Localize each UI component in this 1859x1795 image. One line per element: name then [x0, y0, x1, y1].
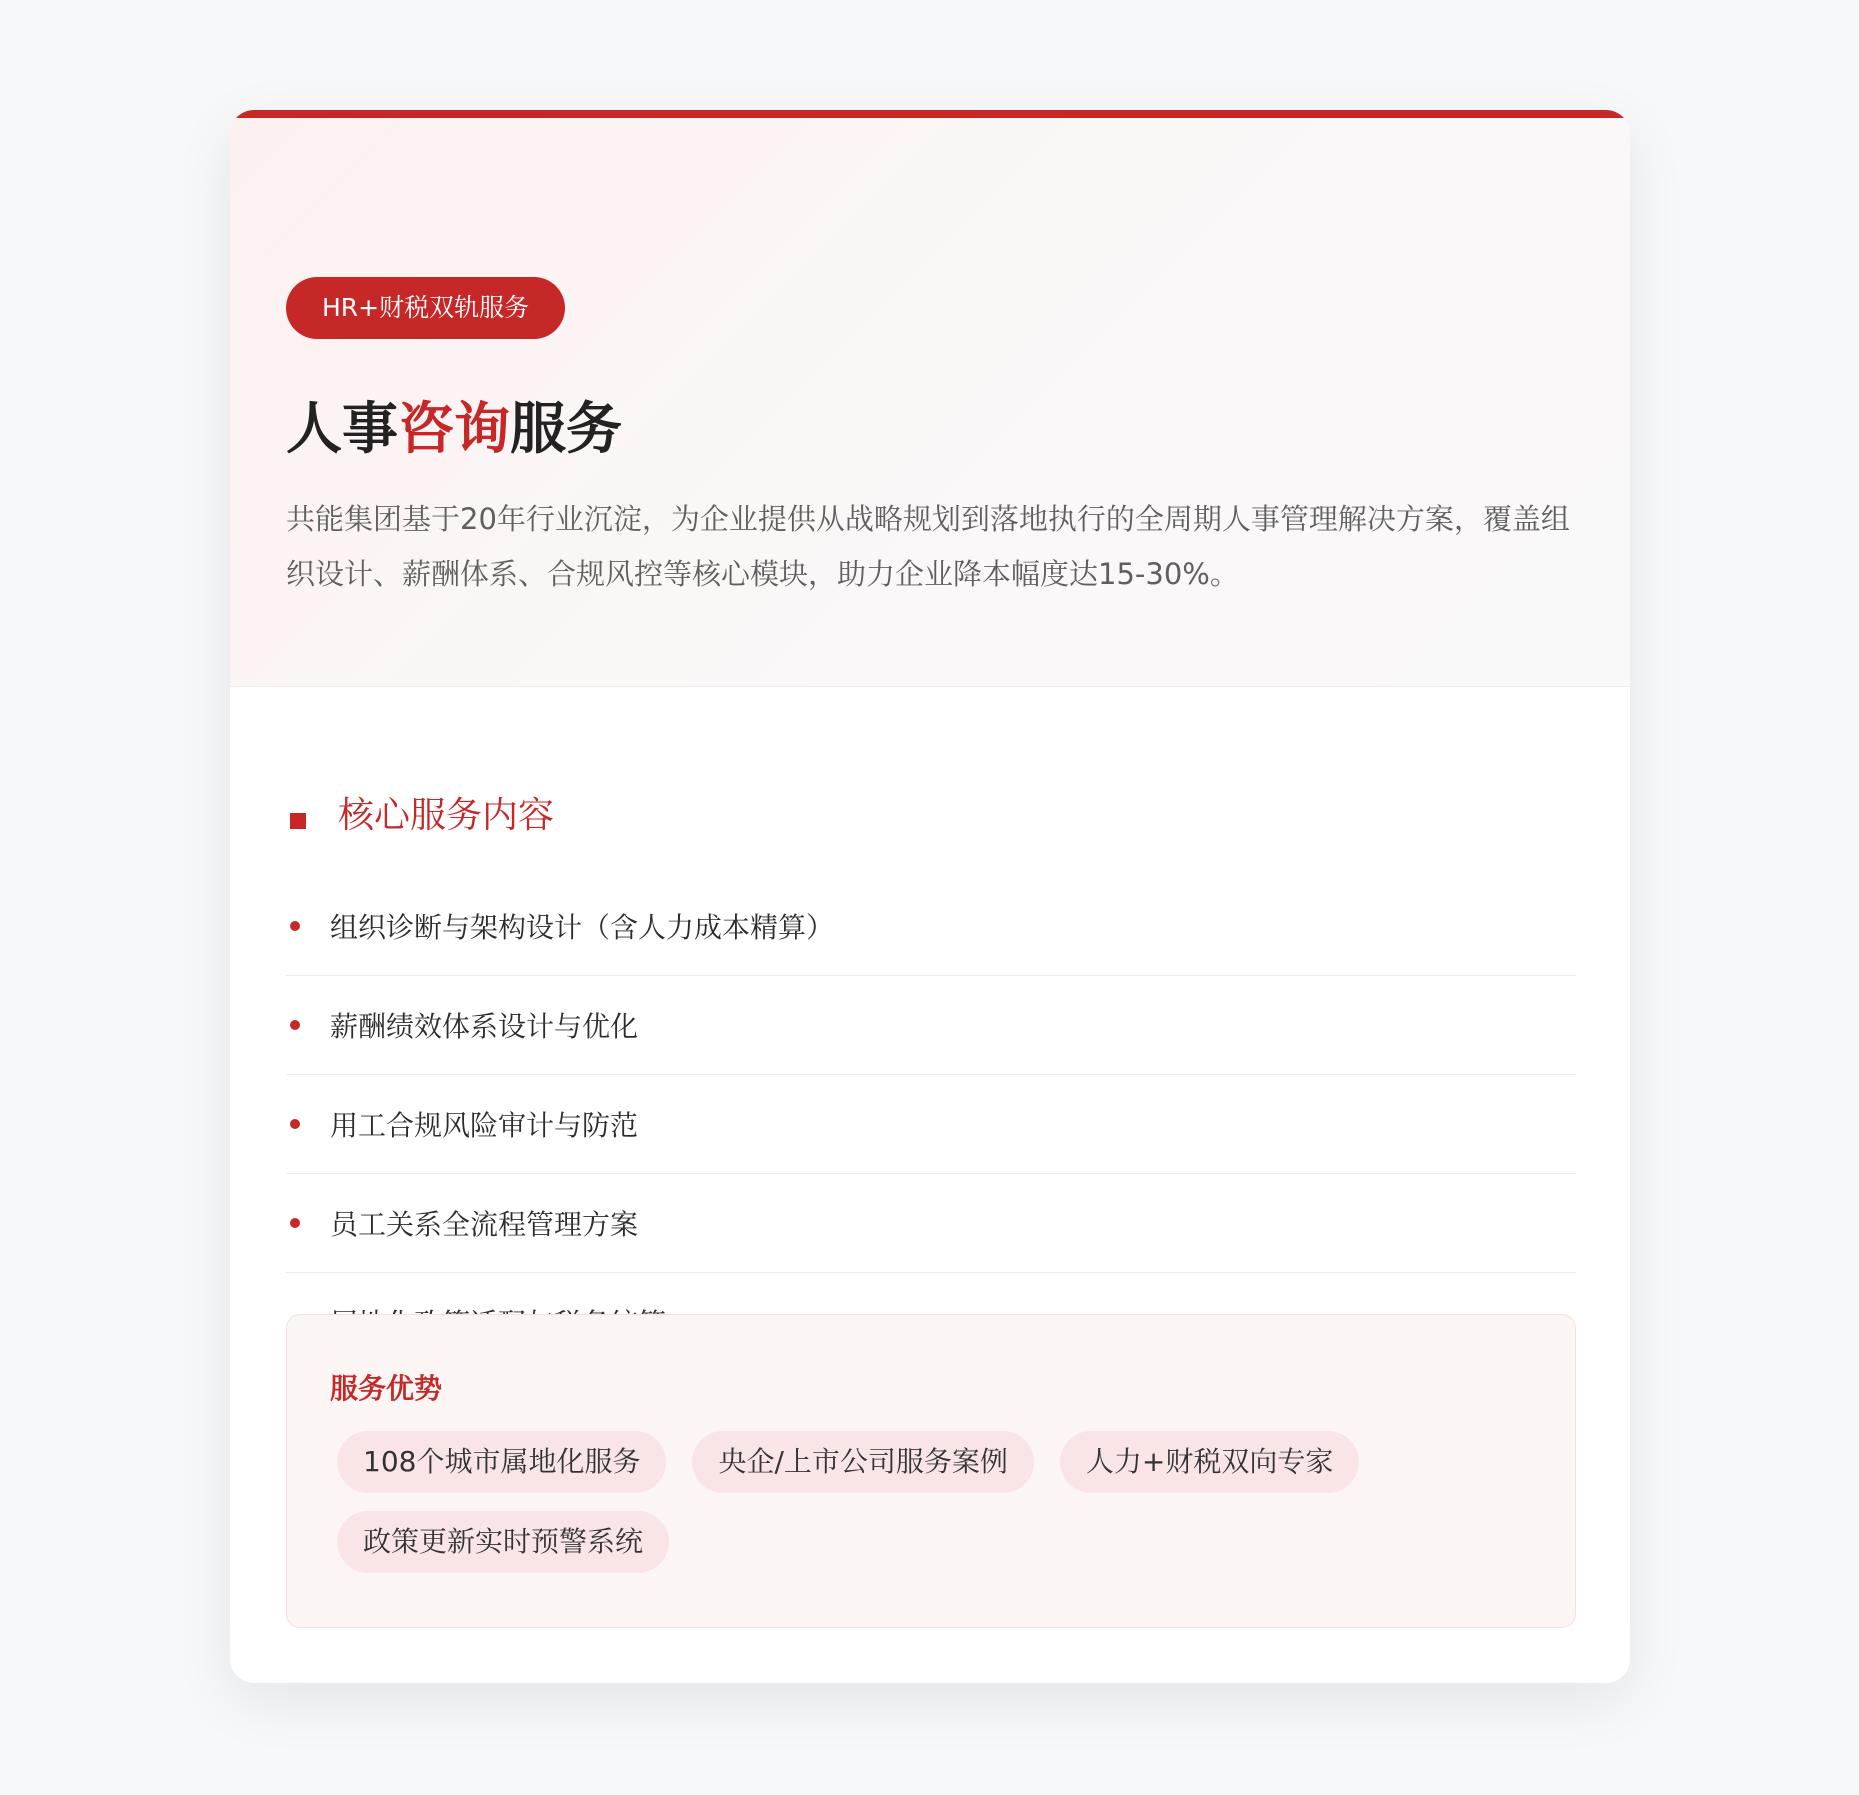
list-item-label: 员工关系全流程管理方案 [330, 1208, 639, 1241]
advantages-tags [337, 1431, 1537, 1591]
advantage-tag: 108个城市属地化服务 [337, 1431, 666, 1493]
core-services-list [286, 877, 1576, 1371]
title-suffix: 服务 [510, 397, 622, 462]
list-item-label: 薪酬绩效体系设计与优化 [330, 1010, 639, 1043]
list-item [286, 1174, 1576, 1273]
advantage-tag: 央企/上市公司服务案例 [692, 1431, 1033, 1493]
advantages-title: 服务优势 [330, 1372, 443, 1405]
square-bullet-icon [290, 813, 306, 829]
service-card [230, 110, 1630, 1683]
dot-bullet-icon [290, 921, 300, 931]
page-title [286, 390, 622, 470]
dot-bullet-icon [290, 1020, 300, 1030]
core-services-title: 核心服务内容 [338, 794, 555, 836]
dot-bullet-icon [290, 1218, 300, 1228]
list-item [286, 976, 1576, 1075]
title-prefix: 人事 [286, 397, 398, 462]
list-item [286, 1075, 1576, 1174]
dot-bullet-icon [290, 1119, 300, 1129]
advantage-tag: 人力+财税双向专家 [1060, 1431, 1359, 1493]
title-accent: 咨询 [398, 397, 510, 462]
list-item-label: 用工合规风险审计与防范 [330, 1109, 639, 1142]
intro-text: 共能集团基于20年行业沉淀，为企业提供从战略规划到落地执行的全周期人事管理解决方案，覆盖组织设计、薪酬体系、合规风控等核心模块，助力企业降本幅度达15-30%。 [286, 502, 1570, 591]
core-services-heading [286, 782, 554, 842]
service-badge: HR+财税双轨服务 [286, 277, 565, 339]
card-accent-bar [230, 110, 1630, 118]
advantages-panel [286, 1314, 1576, 1628]
advantage-tag: 政策更新实时预警系统 [337, 1511, 669, 1573]
list-item [286, 877, 1576, 976]
list-item-label: 组织诊断与架构设计（含人力成本精算） [330, 911, 835, 944]
